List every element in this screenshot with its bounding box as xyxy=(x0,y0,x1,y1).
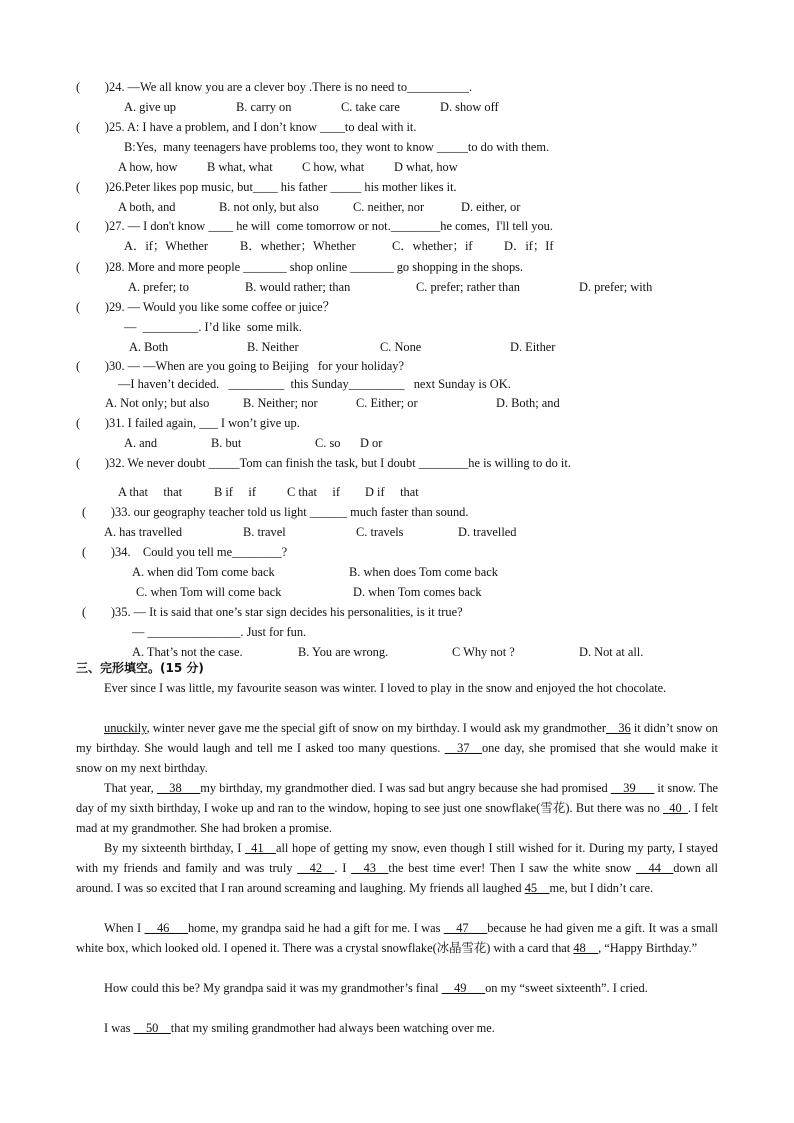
option-b: B. travel xyxy=(243,525,286,539)
option-c: C. travels xyxy=(356,525,404,539)
option-d: D. Both; and xyxy=(496,396,560,410)
blank-38: __38___ xyxy=(156,781,201,795)
cloze-paragraph-1: Ever since I was little, my favourite season was winter. I loved to play in the snow and enjoyed the hot chocolate. xyxy=(104,681,667,695)
option-a: A. Both xyxy=(129,340,169,354)
question-32-stem: ( )32. We never doubt _____Tom can finish the task, but I doubt ________he is willing to do it. xyxy=(76,456,571,470)
question-26-stem: ( )26.Peter likes pop music, but____ his father _____ his mother likes it. xyxy=(76,180,457,194)
blank-45: 45__ xyxy=(524,881,550,895)
answer-paren: ( ) xyxy=(76,120,110,134)
question-35-stem2: — _______________. Just for fun. xyxy=(132,625,307,639)
blank-39: __39___ xyxy=(610,781,655,795)
option-b: B if if xyxy=(214,485,256,499)
option-c: C. take care xyxy=(341,100,400,114)
question-29-stem: ( )29. — Would you like some coffee or juice？ xyxy=(76,300,336,314)
option-d: D what, how xyxy=(394,160,458,174)
option-c: C. prefer; rather than xyxy=(416,280,520,294)
option-d: D. when Tom comes back xyxy=(353,585,482,599)
answer-paren: ( ) xyxy=(82,545,116,559)
option-a: A that that xyxy=(118,485,183,499)
blank-46: __46___ xyxy=(144,921,188,935)
blank-41: _41__ xyxy=(244,841,276,855)
cloze-paragraph-7: I was __50__that my smiling grandmother had always been watching over me. xyxy=(104,1021,495,1035)
section-title: 三、完形填空。(15 分) xyxy=(76,661,204,675)
option-d: D if that xyxy=(365,485,419,499)
option-a: A both, and xyxy=(118,200,176,214)
option-b: B. Neither; nor xyxy=(243,396,318,410)
option-d: D. show off xyxy=(440,100,499,114)
cloze-paragraph-4: By my sixteenth birthday, I _41__all hope of getting my snow, even though I still wished for it. During my party, I stayed with my friends and family and was truly __42__. I __43__the best time ever! Then I saw the white snow __44__down all around. I was so excited that I ran around screaming and laughing. My friends all laughed 45__me, but I didn’t care. xyxy=(76,841,718,895)
question-30-stem: ( )30. — —When are you going to Beijing for your holiday? xyxy=(76,359,404,373)
question-30-stem2: —I haven’t decided. _________ this Sunday_________ next Sunday is OK. xyxy=(118,377,511,391)
answer-paren: ( ) xyxy=(82,605,116,619)
answer-paren: ( ) xyxy=(76,180,110,194)
option-c: C. None xyxy=(380,340,422,354)
option-b: B. but xyxy=(211,436,242,450)
blank-48: 48__ xyxy=(573,941,599,955)
answer-paren: ( ) xyxy=(76,300,110,314)
option-a: A. Not only; but also xyxy=(105,396,210,410)
option-a: A. prefer; to xyxy=(128,280,189,294)
question-25-stem: ( )25. A: I have a problem, and I don’t know ____to deal with it. xyxy=(76,120,417,134)
option-a: A. That’s not the case. xyxy=(132,645,243,659)
option-c: C. Either; or xyxy=(356,396,418,410)
cloze-paragraph-2: unuckily, winter never gave me the special gift of snow on my birthday. I would ask my grandmother__36 it didn’t snow on my birthday. She would laugh and tell me I asked too many questions. __37__one day, she promised that she would make it snow on my next birthday. xyxy=(76,721,718,775)
answer-paren: ( ) xyxy=(76,456,110,470)
option-b: B. would rather; than xyxy=(245,280,351,294)
option-a: A．if；Whether xyxy=(124,239,208,253)
blank-40: _40_ xyxy=(663,801,688,815)
option-c: C that if xyxy=(287,485,340,499)
option-d: D. either, or xyxy=(461,200,521,214)
option-b: B. You are wrong. xyxy=(298,645,389,659)
answer-paren: ( ) xyxy=(76,260,110,274)
option-b: B．whether；Whether xyxy=(240,239,356,253)
question-28-stem: ( )28. More and more people _______ shop online _______ go shopping in the shops. xyxy=(76,260,524,274)
option-b: B. carry on xyxy=(236,100,292,114)
answer-paren: ( ) xyxy=(76,80,110,94)
question-34-stem: ( )34. Could you tell me________? xyxy=(82,545,288,559)
blank-37: __37__ xyxy=(444,741,482,755)
question-31-stem: ( )31. I failed again, ___ I won’t give up. xyxy=(76,416,300,430)
option-b: B. when does Tom come back xyxy=(349,565,498,579)
option-d: D．if；If xyxy=(504,239,554,253)
answer-paren: ( ) xyxy=(82,505,116,519)
option-d: D. Not at all. xyxy=(579,645,644,659)
option-a: A. has travelled xyxy=(104,525,183,539)
option-d: D or xyxy=(360,436,383,450)
option-b: B what, what xyxy=(207,160,273,174)
option-b: B. Neither xyxy=(247,340,299,354)
question-29-stem2: — _________. I’d like some milk. xyxy=(124,320,302,334)
cloze-paragraph-6: How could this be? My grandpa said it was my grandmother’s final __49___on my “sweet sixteenth”. I cried. xyxy=(104,981,648,995)
option-c: C. so xyxy=(315,436,341,450)
option-d: D. travelled xyxy=(458,525,517,539)
answer-paren: ( ) xyxy=(76,219,110,233)
option-c: C how, what xyxy=(302,160,365,174)
option-a: A how, how xyxy=(118,160,178,174)
blank-44: __44__ xyxy=(636,861,674,875)
option-c: C. neither, nor xyxy=(353,200,425,214)
option-c: C. when Tom will come back xyxy=(136,585,282,599)
option-d: D. prefer; with xyxy=(579,280,653,294)
option-d: D. Either xyxy=(510,340,556,354)
answer-paren: ( ) xyxy=(76,359,110,373)
option-a: A. and xyxy=(124,436,158,450)
blank-49: __49___ xyxy=(441,981,486,995)
blank-43: __43__ xyxy=(351,861,389,875)
blank-36: __36 xyxy=(605,721,631,735)
option-a: A. give up xyxy=(124,100,176,114)
question-25-stem2: B:Yes, many teenagers have problems too, they wont to know _____to do with them. xyxy=(124,140,550,154)
option-c: C Why not ? xyxy=(452,645,515,659)
option-b: B. not only, but also xyxy=(219,200,319,214)
blank-50: __50__ xyxy=(133,1021,171,1035)
question-33-stem: ( )33. our geography teacher told us light ______ much faster than sound. xyxy=(82,505,469,519)
option-a: A. when did Tom come back xyxy=(132,565,275,579)
question-35-stem: ( )35. — It is said that one’s star sign decides his personalities, is it true? xyxy=(82,605,463,619)
blank-47: __47___ xyxy=(443,921,488,935)
answer-paren: ( ) xyxy=(76,416,110,430)
cloze-paragraph-5: When I __46___home, my grandpa said he had a gift for me. I was __47___because he had given me a gift. It was a small white box, which looked old. I opened it. There was a crystal snowflake(冰晶雪花) with a card that 48__, “Happy Birthday.” xyxy=(76,921,718,955)
blank-42: __42__ xyxy=(297,861,335,875)
question-24-stem: ( )24. —We all know you are a clever boy .There is no need to__________. xyxy=(76,80,473,94)
option-c: C．whether；if xyxy=(392,239,473,253)
cloze-paragraph-3: That year, __38___my birthday, my grandmother died. I was sad but angry because she had promised __39___ it snow. The day of my sixth birthday, I woke up and ran to the window, hoping to see just one snowflake(雪花). But there was no _40_. I felt mad at my grandmother. She had broken a promise. xyxy=(76,781,719,835)
question-27-stem: ( )27. — I don't know ____ he will come tomorrow or not.________he comes, I'll tell you. xyxy=(76,219,553,233)
